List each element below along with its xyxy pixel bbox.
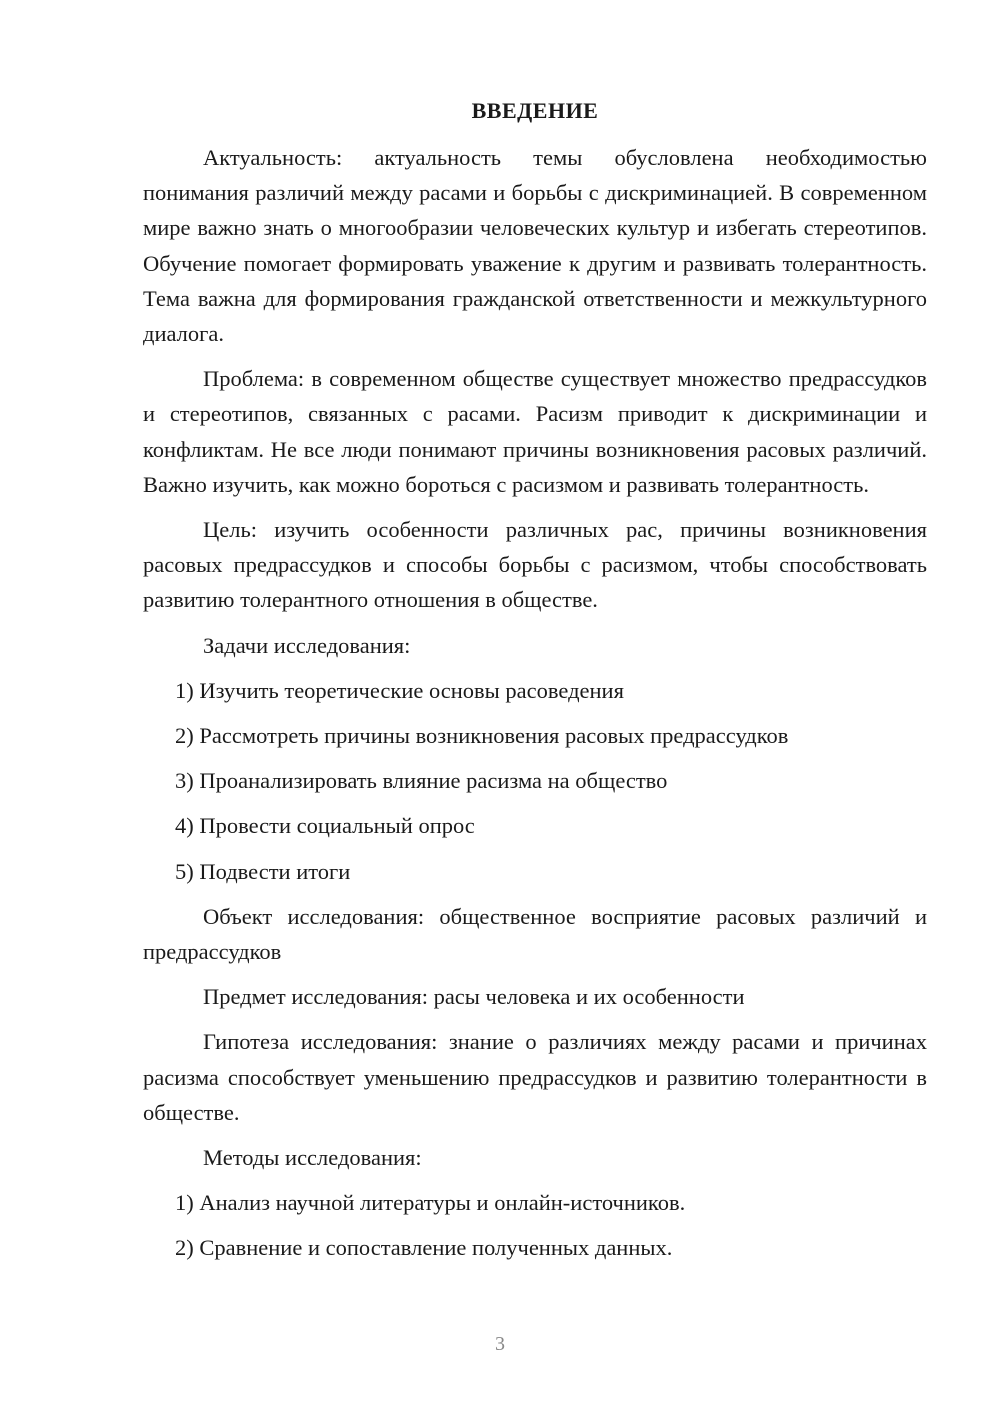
document-page: [143, 96, 927, 1276]
task-item: 1) Изучить теоретические основы расоведения: [175, 677, 624, 703]
method-item: 2) Сравнение и сопоставление полученных данных.: [175, 1235, 673, 1261]
problem-paragraph: Проблема: в современном обществе существует множество предрассудков и стереотипов, связанных с расами. Расизм приводит к дискриминации и конфликтам. Не все люди понимают причины возникновения расовых различий. Важно изучить, как можно бороться с расизмом и развивать толерантность.: [143, 366, 927, 497]
page-title: ВВЕДЕНИЕ: [471, 98, 599, 123]
task-item: 3) Проанализировать влияние расизма на общество: [175, 768, 668, 794]
tasks-heading: Задачи исследования:: [203, 632, 411, 658]
hypothesis-paragraph: Гипотеза исследования: знание о различиях между расами и причинах расизма способствует уменьшению предрассудков и развитию толерантности в обществе.: [143, 1029, 927, 1125]
actuality-paragraph: Актуальность: актуальность темы обусловлена необходимостью понимания различий между расами и борьбы с дискриминацией. В современном мире важно знать о многообразии человеческих культур и избегать стереотипов. Обучение помогает формировать уважение к другим и развивать толерантность. Тема важна для формирования гражданской ответственности и межкультурного диалога.: [143, 145, 927, 347]
task-item: 4) Провести социальный опрос: [175, 813, 475, 839]
methods-heading: Методы исследования:: [203, 1145, 422, 1171]
task-item: 2) Рассмотреть причины возникновения расовых предрассудков: [175, 723, 789, 749]
method-item: 1) Анализ научной литературы и онлайн-источников.: [175, 1190, 686, 1216]
goal-paragraph: Цель: изучить особенности различных рас, причины возникновения расовых предрассудков и способы борьбы с расизмом, чтобы способствовать развитию толерантного отношения в обществе.: [143, 517, 927, 613]
task-item: 5) Подвести итоги: [175, 858, 351, 884]
object-paragraph: Объект исследования: общественное восприятие расовых различий и предрассудков: [143, 903, 927, 965]
subject-paragraph: Предмет исследования: расы человека и их особенности: [203, 984, 745, 1010]
page-number: 3: [495, 1333, 505, 1355]
